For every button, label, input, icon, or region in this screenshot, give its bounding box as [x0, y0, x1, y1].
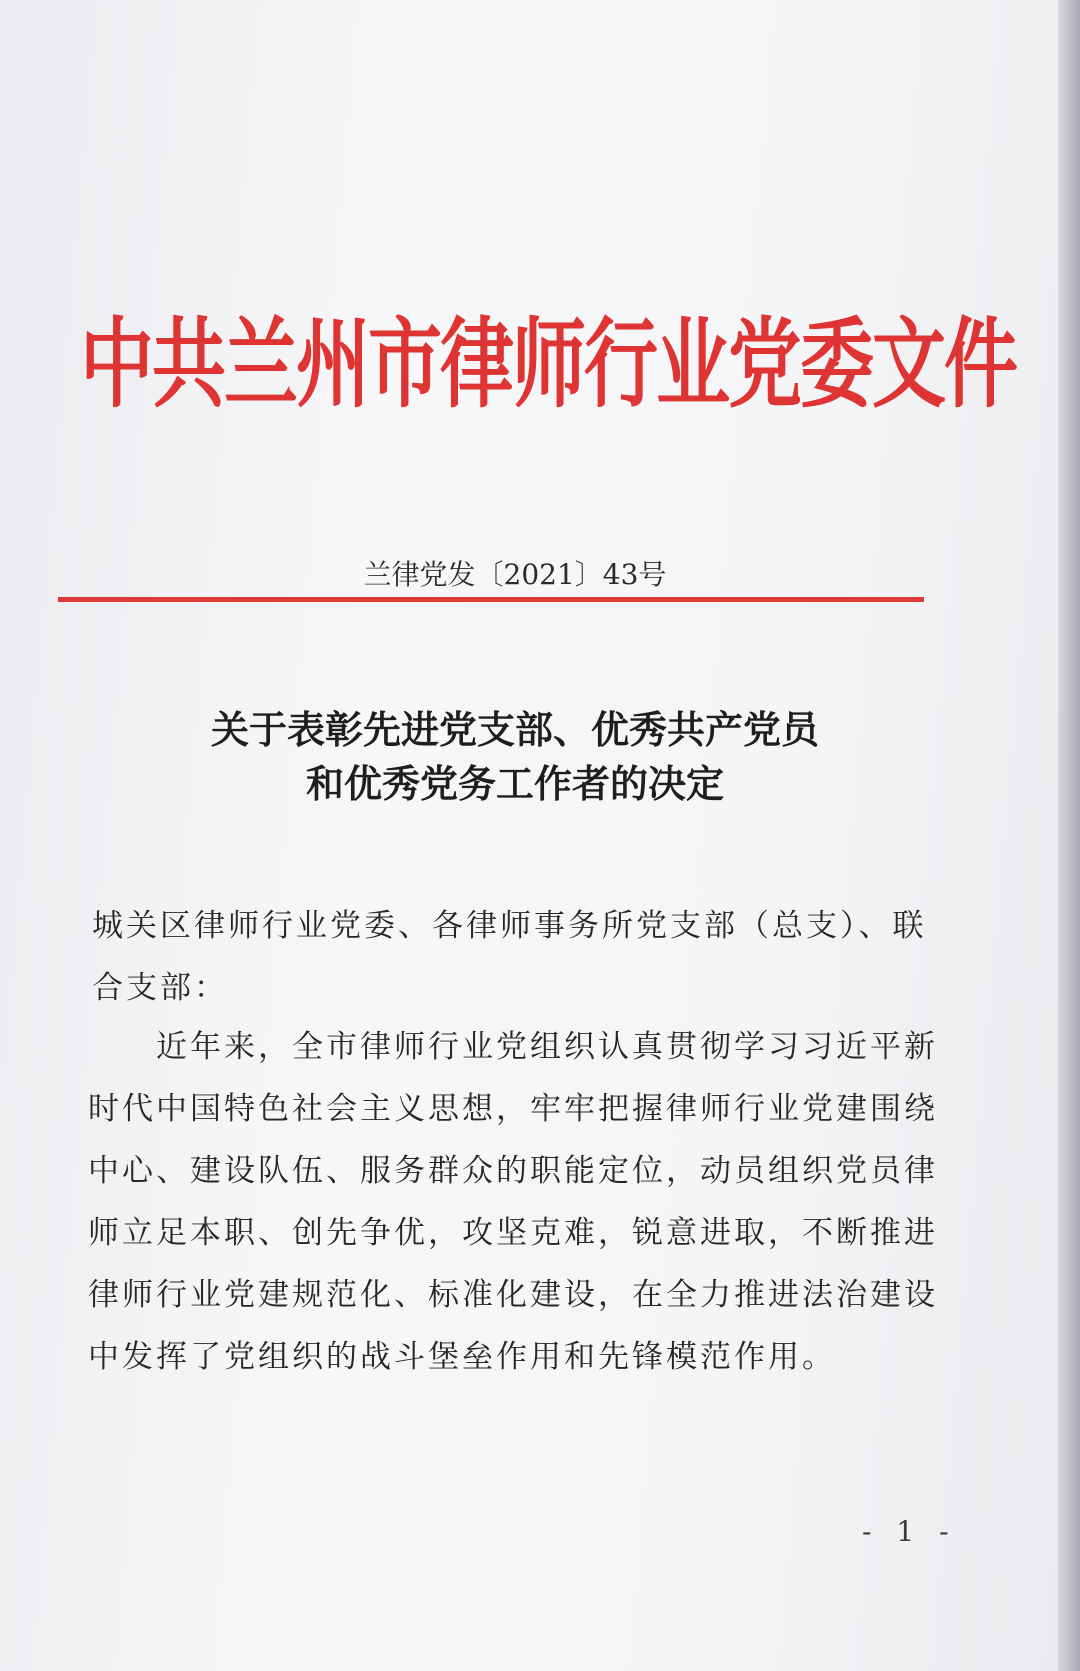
document-number: 兰律党发〔2021〕43号: [363, 558, 667, 591]
document-title-line-2: 和优秀党务工作者的决定: [305, 762, 724, 806]
page-edge-shadow: [1058, 0, 1080, 1671]
document-title: [0, 703, 1030, 811]
page-number: - 1 -: [862, 1515, 957, 1548]
document-body-paragraph: 近年来，全市律师行业党组织认真贯彻学习习近平新时代中国特色社会主义思想，牢牢把握律师行业党建围绕中心、建设队伍、服务群众的职能定位，动员组织党员律师立足本职、创先争优，攻坚克难，锐意进取，不断推进律师行业党建规范化、标准化建设，在全力推进法治建设中发挥了党组织的战斗堡垒作用和先锋模范作用。: [88, 1029, 938, 1375]
document-masthead: 中共兰州市律师行业党委文件: [80, 308, 1016, 422]
red-divider-line: [58, 597, 924, 602]
document-title-line-1: 关于表彰先进党支部、优秀共产党员: [210, 708, 819, 752]
document-salutation: 城关区律师行业党委、各律师事务所党支部（总支）、联合支部：: [92, 908, 927, 1006]
